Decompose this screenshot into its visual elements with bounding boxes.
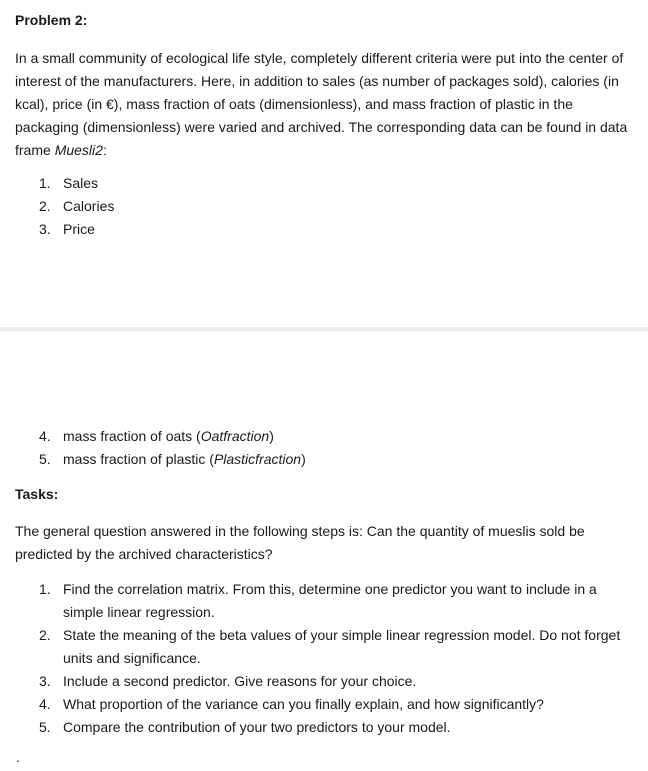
tasks-heading: Tasks: [15,486,59,502]
variables-list-part1 [15,172,630,241]
trailing-dot: . [16,749,20,765]
tasks-question: The general question answered in the following steps is: Can the quantity of mueslis sold be predicted by the archived characteristics? [15,523,585,562]
list-item: 3. Price [39,221,95,237]
problem-intro [15,47,630,162]
intro-colon: : [102,142,107,158]
list-item: 4. mass fraction of oats (Oatfraction) [39,428,274,444]
problem-title: Problem 2: [15,12,88,28]
list-item: 2. Calories [39,198,115,214]
list-item: 5. Compare the contribution of your two predictors to your model. [39,719,451,735]
dataframe-name: Muesli2 [54,142,103,158]
list-item: 2. State the meaning of the beta values of your simple linear regression model. Do not forget units and significance. [39,627,621,666]
variables-list-part2 [15,425,630,471]
tasks-list [15,578,630,739]
list-item: 4. What proportion of the variance can you finally explain, and how significantly? [39,696,544,712]
page-divider [0,327,648,331]
list-item: 1. Find the correlation matrix. From this, determine one predictor you want to include in a simple linear regression. [39,581,597,620]
list-item: 5. mass fraction of plastic (Plasticfraction) [39,451,306,467]
list-item: 3. Include a second predictor. Give reasons for your choice. [39,673,417,689]
intro-text: In a small community of ecological life style, completely different criteria were put into the center of interest of the manufacturers. Here, in addition to sales (as number of packages sold), calories (in kcal), price (in €), mass fraction of oats (dimensionless), and mass fraction of plastic in the packaging (dimensionless) were varied and archived. The corresponding data can be found in data frame [15,50,628,158]
list-item: 1. Sales [39,175,99,191]
